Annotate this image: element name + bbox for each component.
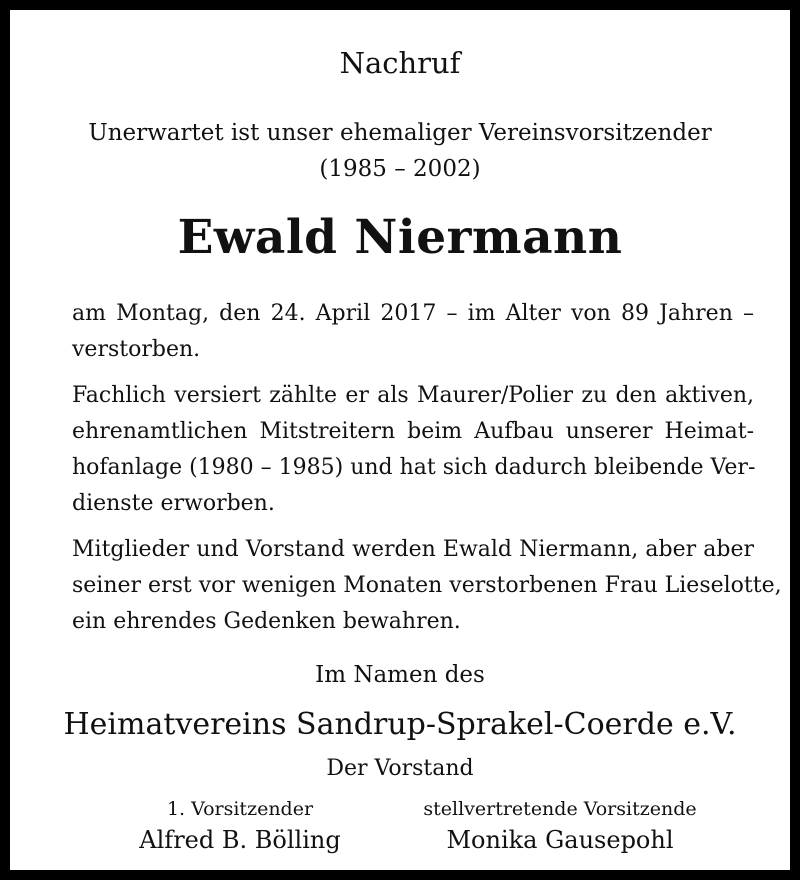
paragraph-death-date [72,296,754,368]
association-name: Heimatvereins Sandrup-Sprakel-Coerde e.V. [63,707,737,742]
deceased-name: Ewald Niermann [177,210,623,265]
paragraph-line: Mitglieder und Vorstand werden Ewald Niermann, aber aber [72,537,754,562]
paragraph-line: ein ehrendes Gedenken bewahren. [72,609,461,634]
intro-line-2: (1985 – 2002) [319,156,481,182]
signatory-name-deputy: Monika Gausepohl [446,826,674,854]
signatory-role-chair: 1. Vorsitzender [166,798,314,820]
board-label: Der Vorstand [326,756,474,781]
paragraph-remembrance [72,532,782,640]
paragraph-line: seiner erst vor wenigen Monaten verstorbenen Frau Lieselotte, [72,573,782,598]
paragraph-line: dienste erworben. [72,491,275,516]
paragraph-line: am Montag, den 24. April 2017 – im Alter von 89 Jahren – [72,301,754,326]
paragraph-line: verstorben. [72,337,201,362]
on-behalf-text: Im Namen des [315,662,485,688]
signatory-name-chair: Alfred B. Bölling [139,826,341,854]
intro-line-1: Unerwartet ist unser ehemaliger Vereinsvorsitzender [88,120,712,146]
paragraph-line: ehrenamtlichen Mitstreitern beim Aufbau unserer Heimat- [72,419,754,444]
intro-text [20,115,780,187]
signatory-role-deputy: stellvertretende Vorsitzende [423,798,697,820]
notice-heading: Nachruf [339,46,461,80]
paragraph-line: Fachlich versiert zählte er als Maurer/Polier zu den aktiven, [72,383,754,408]
paragraph-merits [72,378,754,522]
paragraph-line: hofanlage (1980 – 1985) und hat sich dadurch bleibende Ver- [72,455,756,480]
